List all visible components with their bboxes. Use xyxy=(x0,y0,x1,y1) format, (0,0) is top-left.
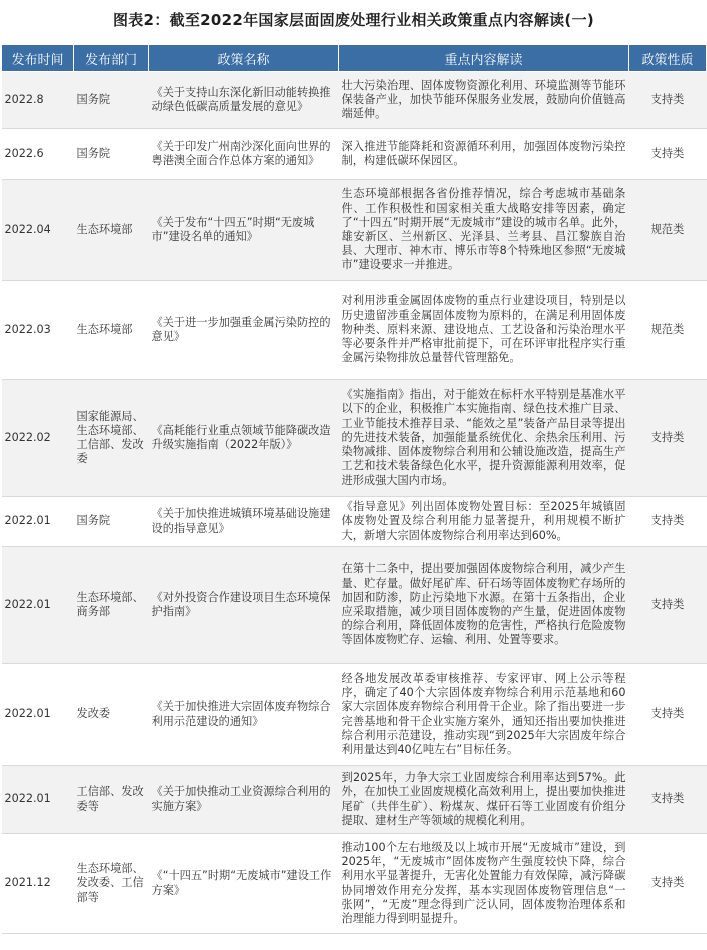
cell-date: 2022.6 xyxy=(2,129,74,180)
header-name: 政策名称 xyxy=(149,45,339,72)
table-header-row xyxy=(2,45,707,72)
cell-date: 2022.01 xyxy=(2,497,74,547)
cell-date: 2022.01 xyxy=(2,547,74,664)
cell-policy-name: 《关于印发广州南沙深化面向世界的粤港澳全面合作总体方案的通知》 xyxy=(149,129,339,180)
table-row xyxy=(2,380,707,497)
cell-policy-name: 《关于加快推动工业资源综合利用的实施方案》 xyxy=(149,766,339,834)
cell-policy-name: 《高耗能行业重点领域节能降碳改造升级实施指南（2022年版）》 xyxy=(149,380,339,497)
cell-nature: 规范类 xyxy=(629,281,707,380)
cell-content: 到2025年，力争大宗工业固废综合利用率达到57%。此外，在加快工业固废规模化高效利用上，提出要加快推进尾矿（共伴生矿）、粉煤灰、煤矸石等工业固废有价组分提取、建材生产等领域的规模化利用。 xyxy=(339,766,629,834)
header-date: 发布时间 xyxy=(2,45,74,72)
cell-nature: 支持类 xyxy=(629,497,707,547)
cell-dept: 工信部、发改委等 xyxy=(74,766,149,834)
cell-date: 2022.8 xyxy=(2,72,74,129)
cell-content: 深入推进节能降耗和资源循环利用，加强固体废物污染控制，构建低碳环保园区。 xyxy=(339,129,629,180)
cell-policy-name: 《关于进一步加强重金属污染防控的意见》 xyxy=(149,281,339,380)
cell-nature: 支持类 xyxy=(629,380,707,497)
table-row xyxy=(2,547,707,664)
table-row xyxy=(2,129,707,180)
cell-nature: 支持类 xyxy=(629,664,707,766)
table-row xyxy=(2,766,707,834)
cell-dept: 国务院 xyxy=(74,497,149,547)
cell-dept: 国家能源局、生态环境部、工信部、发改委 xyxy=(74,380,149,497)
header-content: 重点内容解读 xyxy=(339,45,629,72)
cell-date: 2022.03 xyxy=(2,281,74,380)
cell-date: 2022.02 xyxy=(2,380,74,497)
cell-nature: 支持类 xyxy=(629,834,707,934)
cell-date: 2022.01 xyxy=(2,664,74,766)
cell-content: 经各地发展改革委审核推荐、专家评审、网上公示等程序，确定了40个大宗固体废弃物综合利用示范基地和60家大宗固体废弃物综合利用骨干企业。除了指出要进一步完善基地和骨干企业实施方案外，通知还指出要加快推进综合利用示范建设，推动实现“到2025年大宗固废年综合利用量达到40亿吨左右”目标任务。 xyxy=(339,664,629,766)
header-dept: 发布部门 xyxy=(74,45,149,72)
cell-content: 在第十二条中，提出要加强固体废物综合利用，减少产生量、贮存量。做好尾矿库、矸石场等固体废物贮存场所的加固和防渗，防止污染地下水源。在第十五条指出，企业应采取措施，减少项目固体废物的产生量，促进固体废物的综合利用，降低固体废物的危害性，严格执行危险废物等固体废物贮存、运输、利用、处置等要求。 xyxy=(339,547,629,664)
page-title: 图表2：截至2022年国家层面固废处理行业相关政策重点内容解读(一) xyxy=(112,11,595,29)
cell-policy-name: 《关于发布“十四五”时期“无废城市”建设名单的通知》 xyxy=(149,180,339,281)
cell-content: 《指导意见》列出固体废物处置目标：至2025年城镇固体废物处置及综合利用能力显著提升，利用规模不断扩大，新增大宗固体废物综合利用率达到60%。 xyxy=(339,497,629,547)
cell-policy-name: 《对外投资合作建设项目生态环境保护指南》 xyxy=(149,547,339,664)
cell-nature: 规范类 xyxy=(629,180,707,281)
table-row xyxy=(2,72,707,129)
cell-dept: 国务院 xyxy=(74,129,149,180)
cell-content: 推动100个左右地级及以上城市开展“无废城市”建设，到2025年，“无废城市”固体废物产生强度较快下降，综合利用水平显著提升，无害化处置能力有效保障，减污降碳协同增效作用充分发挥，基本实现固体废物管理信息“一张网”，“无废”理念得到广泛认同，固体废物治理体系和治理能力得到明显提升。 xyxy=(339,834,629,934)
table-row xyxy=(2,180,707,281)
policy-table xyxy=(1,44,707,934)
header-nature: 政策性质 xyxy=(629,45,707,72)
cell-content: 生态环境部根据各省份推荐情况，综合考虑城市基础条件、工作积极性和国家相关重大战略安排等因素，确定了“十四五”时期开展“无废城市”建设的城市名单。此外，雄安新区、兰州新区、光泽县、兰考县、昌江黎族自治县、大理市、神木市、博乐市等8个特殊地区参照“无废城市”建设要求一并推进。 xyxy=(339,180,629,281)
table-row xyxy=(2,664,707,766)
cell-dept: 国务院 xyxy=(74,72,149,129)
cell-date: 2021.12 xyxy=(2,834,74,934)
table-row xyxy=(2,281,707,380)
cell-nature: 支持类 xyxy=(629,766,707,834)
cell-policy-name: 《“十四五”时期“无废城市”建设工作方案》 xyxy=(149,834,339,934)
cell-dept: 生态环境部 xyxy=(74,180,149,281)
cell-date: 2022.01 xyxy=(2,766,74,834)
table-row xyxy=(2,834,707,934)
cell-dept: 生态环境部、发改委、工信部等 xyxy=(74,834,149,934)
cell-policy-name: 《关于加快推进大宗固体废弃物综合利用示范建设的通知》 xyxy=(149,664,339,766)
cell-nature: 支持类 xyxy=(629,547,707,664)
cell-policy-name: 《关于支持山东深化新旧动能转换推动绿色低碳高质量发展的意见》 xyxy=(149,72,339,129)
cell-date: 2022.04 xyxy=(2,180,74,281)
table-row xyxy=(2,497,707,547)
cell-nature: 支持类 xyxy=(629,72,707,129)
cell-content: 壮大污染治理、固体废物资源化利用、环境监测等节能环保装备产业，加快节能环保服务业发展，鼓励向价值链高端延伸。 xyxy=(339,72,629,129)
cell-dept: 发改委 xyxy=(74,664,149,766)
cell-content: 对利用涉重金属固体废物的重点行业建设项目，特别是以历史遗留涉重金属固体废物为原料的，在满足利用固体废物种类、原料来源、建设地点、工艺设备和污染治理水平等必要条件并严格审批前提下，可在环评审批程序实行重金属污染物排放总量替代管理豁免。 xyxy=(339,281,629,380)
cell-nature: 支持类 xyxy=(629,129,707,180)
cell-content: 《实施指南》指出，对于能效在标杆水平特别是基准水平以下的企业，积极推广本实施指南、绿色技术推广目录、工业节能技术推荐目录、“能效之星”装备产品目录等提出的先进技术装备，加强能量系统优化、余热余压利用、污染物减排、固体废物综合利用和公辅设施改造，提高生产工艺和技术装备绿色化水平，提升资源能源利用效率，促进形成强大国内市场。 xyxy=(339,380,629,497)
cell-policy-name: 《关于加快推进城镇环境基础设施建设的指导意见》 xyxy=(149,497,339,547)
cell-dept: 生态环境部、商务部 xyxy=(74,547,149,664)
cell-dept: 生态环境部 xyxy=(74,281,149,380)
